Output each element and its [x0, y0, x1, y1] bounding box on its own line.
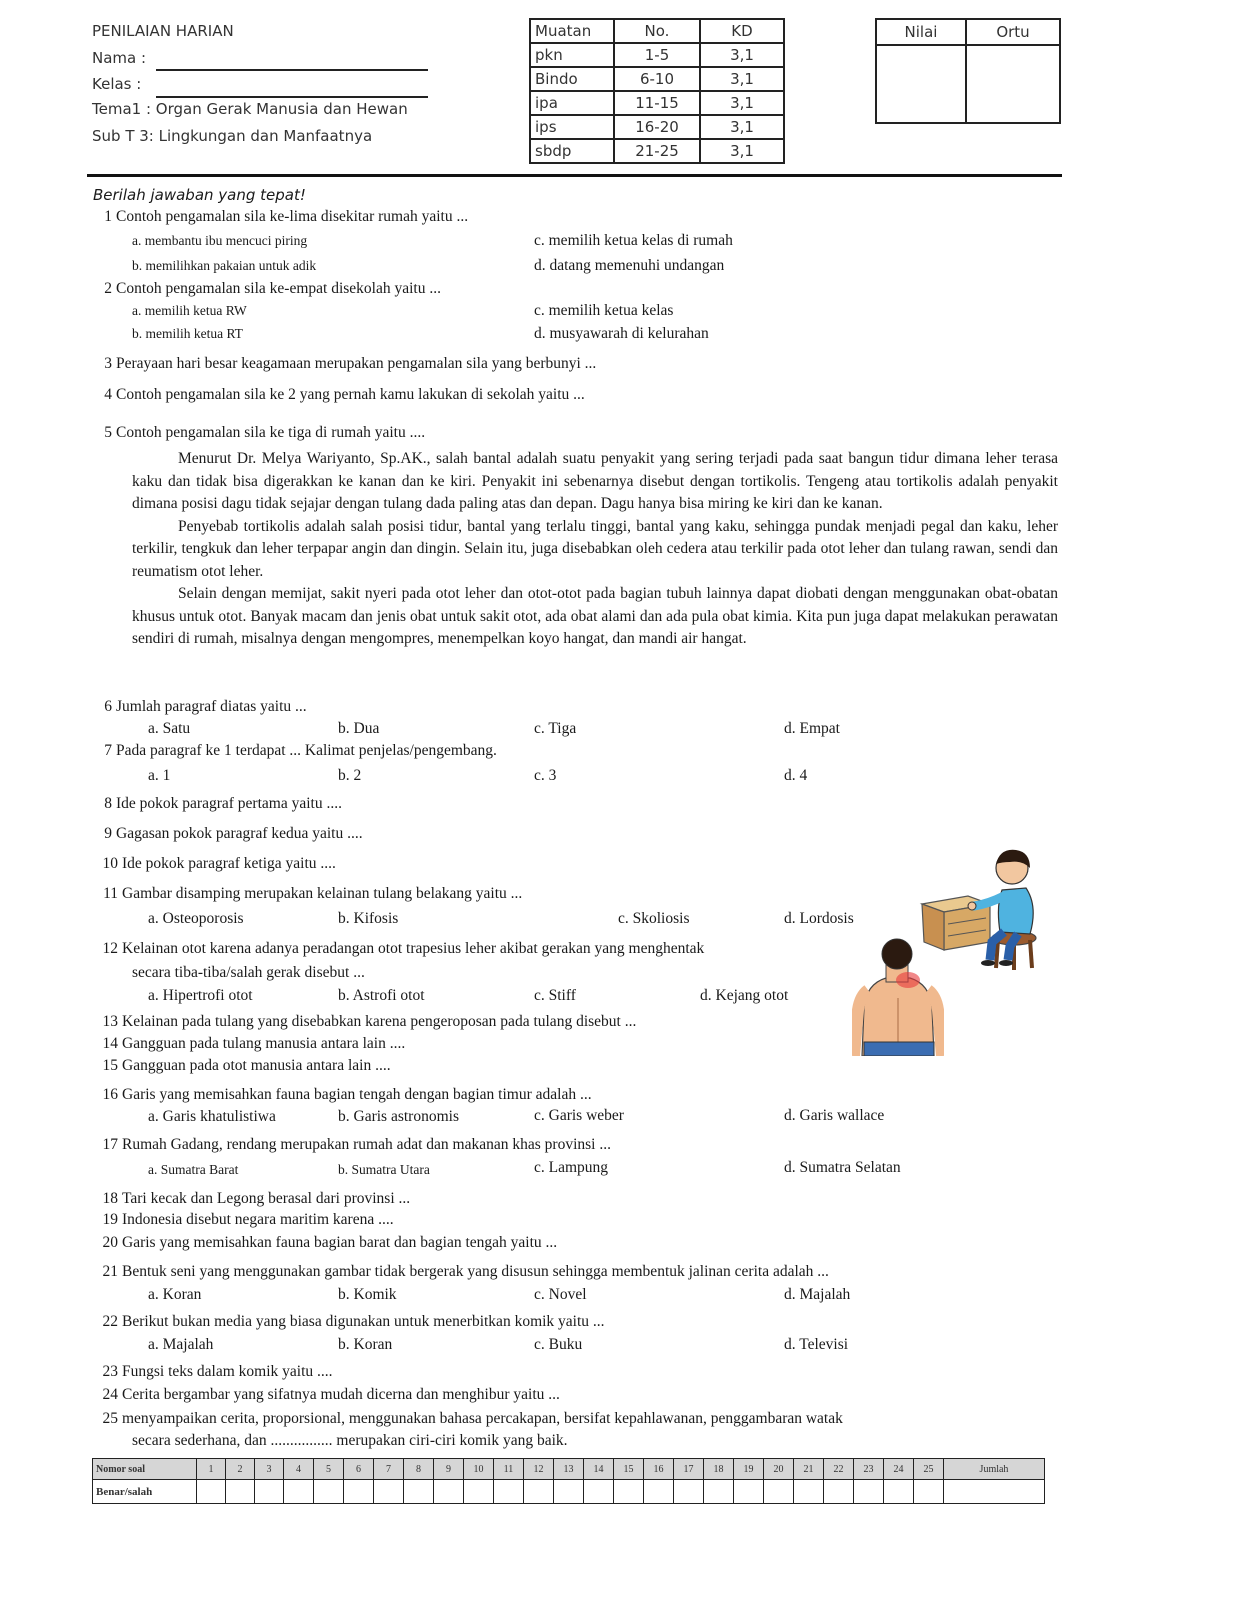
kelas-label: Kelas : [92, 75, 142, 93]
question-9 [96, 825, 363, 843]
question-4 [96, 386, 585, 404]
option-c[interactable]: c. Buku [534, 1336, 583, 1353]
answer-cell[interactable] [197, 1480, 226, 1504]
option-a[interactable]: a. Sumatra Barat [148, 1162, 239, 1177]
question-24 [96, 1386, 560, 1404]
question-5 [96, 424, 425, 442]
answer-cell[interactable] [434, 1480, 464, 1504]
option-d[interactable]: d. 4 [784, 767, 808, 784]
question-number: 24 [102, 1386, 118, 1403]
soal-number: 24 [884, 1459, 914, 1480]
col-muatan: Muatan [530, 19, 614, 43]
question-25-continued: secara sederhana, dan ................ merupakan ciri-ciri komik yang baik. [132, 1432, 568, 1449]
col-kd: KD [700, 19, 784, 43]
question-text: Kelainan pada tulang yang disebabkan karena pengeroposan pada tulang disebut ... [122, 1013, 637, 1030]
question-text: Garis yang memisahkan fauna bagian barat dan bagian tengah yaitu ... [122, 1234, 558, 1251]
answer-cell[interactable] [404, 1480, 434, 1504]
question-text: Contoh pengamalan sila ke-empat disekolah yaitu ... [116, 280, 441, 297]
question-number: 3 [104, 355, 112, 372]
question-number: 1 [104, 208, 112, 225]
option-b[interactable]: b. memilih ketua RT [132, 326, 243, 341]
question-text: Garis yang memisahkan fauna bagian tengah dengan bagian timur adalah ... [122, 1086, 592, 1103]
option-d[interactable]: d. Sumatra Selatan [784, 1159, 901, 1176]
option-d[interactable]: d. Kejang otot [700, 987, 789, 1004]
cell-muatan: pkn [530, 43, 614, 67]
cell-no: 11-15 [614, 91, 700, 115]
cell-no: 6-10 [614, 67, 700, 91]
table-row [530, 139, 784, 163]
table-row [530, 115, 784, 139]
option-b[interactable]: b. 2 [338, 767, 362, 784]
question-text: Cerita bergambar yang sifatnya mudah dicerna dan menghibur yaitu ... [122, 1386, 560, 1403]
answer-cell[interactable] [554, 1480, 584, 1504]
question-number: 21 [102, 1263, 118, 1280]
option-d[interactable]: d. datang memenuhi undangan [534, 257, 725, 274]
cell-kd: 3,1 [700, 139, 784, 163]
option-b[interactable]: b. Komik [338, 1286, 397, 1303]
soal-number: 15 [614, 1459, 644, 1480]
question-number: 25 [102, 1410, 118, 1427]
answer-cell[interactable] [914, 1480, 944, 1504]
instruction: Berilah jawaban yang tepat! [93, 186, 306, 204]
answer-cell[interactable] [314, 1480, 344, 1504]
answer-cell[interactable] [794, 1480, 824, 1504]
reading-passage [132, 448, 1058, 651]
option-c[interactable]: c. memilih ketua kelas [534, 302, 674, 319]
soal-number: 25 [914, 1459, 944, 1480]
option-b[interactable]: b. Sumatra Utara [338, 1162, 430, 1177]
question-text: Gagasan pokok paragraf kedua yaitu .... [116, 825, 363, 842]
question-text: Bentuk seni yang menggunakan gambar tidak bergerak yang disusun sehingga membentuk jalinan cerita adalah ... [122, 1263, 829, 1280]
soal-number: 17 [674, 1459, 704, 1480]
answer-cell[interactable] [704, 1480, 734, 1504]
option-c[interactable]: c. Garis weber [534, 1107, 624, 1124]
question-text: Gambar disamping merupakan kelainan tulang belakang yaitu ... [122, 885, 523, 902]
question-number: 5 [104, 424, 112, 441]
question-number: 4 [104, 386, 112, 403]
question-number: 17 [102, 1136, 118, 1153]
option-b[interactable]: b. Dua [338, 720, 380, 737]
nama-field-line[interactable] [156, 69, 428, 71]
question-number: 10 [102, 855, 118, 872]
cell-muatan: sbdp [530, 139, 614, 163]
question-text: Gangguan pada tulang manusia antara lain .... [122, 1035, 406, 1052]
table-row [530, 91, 784, 115]
question-10 [96, 855, 336, 873]
jumlah-cell[interactable] [944, 1480, 1045, 1504]
cell-no: 21-25 [614, 139, 700, 163]
soal-number: 8 [404, 1459, 434, 1480]
cell-muatan: ips [530, 115, 614, 139]
question-23 [96, 1363, 333, 1381]
question-22 [96, 1313, 605, 1331]
question-20 [96, 1234, 557, 1252]
question-13 [96, 1013, 636, 1031]
soal-number: 2 [226, 1459, 255, 1480]
question-8 [96, 795, 342, 813]
paragraph-3: Selain dengan memijat, sakit nyeri pada otot leher dan otot-otot pada bagian tubuh lainnya dapat diobati dengan menggunakan obat-obatan khusus untuk otot. Banyak macam dan jenis obat untuk sakit otot, ada obat alami dan ada pula obat kimia. Kita pun juga dapat melakukan perawatan sendiri di rumah, misalnya dengan mengompres, menempelkan koyo hangat, dan mandi air hangat. [132, 585, 1058, 647]
answer-cell[interactable] [764, 1480, 794, 1504]
soal-number: 16 [644, 1459, 674, 1480]
soal-number: 13 [554, 1459, 584, 1480]
table-row [530, 43, 784, 67]
option-a[interactable]: a. Satu [148, 720, 191, 737]
option-b[interactable]: b. memilihkan pakaian untuk adik [132, 258, 317, 273]
option-c[interactable]: c. Tiga [534, 720, 577, 737]
option-a[interactable]: a. Koran [148, 1286, 202, 1303]
soal-number: 3 [255, 1459, 284, 1480]
answer-cell[interactable] [284, 1480, 314, 1504]
header-divider [87, 174, 1062, 177]
soal-number: 19 [734, 1459, 764, 1480]
option-a[interactable]: a. membantu ibu mencuci piring [132, 233, 308, 248]
question-text: Ide pokok paragraf ketiga yaitu .... [122, 855, 336, 872]
question-number: 2 [104, 280, 112, 297]
paragraph-2: Penyebab tortikolis adalah salah posisi tidur, bantal yang terlalu tinggi, bantal yang kaku, sehingga pundak menjadi pegal dan kaku, leher terkilir, tengkuk dan leher terpapar angin dan dingin. Selain itu, juga disebabkan oleh cedera atau terkilir pada otot leher dan tulang rawan, sendi dan reumatism otot leher. [132, 517, 1058, 580]
question-1 [96, 208, 468, 226]
cell-kd: 3,1 [700, 91, 784, 115]
question-text: Kelainan otot karena adanya peradangan otot trapesius leher akibat gerakan yang menghentak [122, 940, 705, 957]
cell-muatan: Bindo [530, 67, 614, 91]
question-12 [96, 940, 704, 958]
desk-front [944, 904, 990, 950]
question-text: Indonesia disebut negara maritim karena .... [122, 1211, 394, 1228]
cell-no: 16-20 [614, 115, 700, 139]
question-text: Gangguan pada otot manusia antara lain .... [122, 1057, 391, 1074]
question-text: Ide pokok paragraf pertama yaitu .... [116, 795, 342, 812]
answer-cell[interactable] [854, 1480, 884, 1504]
question-number: 9 [104, 825, 112, 842]
question-text: Tari kecak dan Legong berasal dari provinsi ... [122, 1190, 411, 1207]
score-box [875, 18, 1061, 124]
answer-cell[interactable] [884, 1480, 914, 1504]
option-d[interactable]: d. Empat [784, 720, 840, 737]
col-no: No. [614, 19, 700, 43]
answer-cell[interactable] [734, 1480, 764, 1504]
option-a[interactable]: a. Osteoporosis [148, 910, 244, 927]
question-number: 18 [102, 1190, 118, 1207]
question-number: 15 [102, 1057, 118, 1074]
answer-cell[interactable] [494, 1480, 524, 1504]
answer-cell[interactable] [824, 1480, 854, 1504]
cell-no: 1-5 [614, 43, 700, 67]
question-12-continued: secara tiba-tiba/salah gerak disebut ... [132, 964, 365, 981]
muatan-table-header [530, 19, 784, 43]
question-18 [96, 1190, 410, 1208]
jumlah-label: Jumlah [944, 1459, 1045, 1480]
question-6 [96, 698, 307, 716]
soal-number: 20 [764, 1459, 794, 1480]
option-d[interactable]: d. Televisi [784, 1336, 849, 1353]
question-21 [96, 1263, 829, 1281]
question-25 [96, 1410, 843, 1428]
question-text: Rumah Gadang, rendang merupakan rumah adat dan makanan khas provinsi ... [122, 1136, 611, 1153]
option-b[interactable]: b. Kifosis [338, 910, 399, 927]
pain-spot [896, 972, 920, 988]
option-d[interactable]: d. musyawarah di kelurahan [534, 325, 709, 342]
cell-kd: 3,1 [700, 43, 784, 67]
soal-number: 14 [584, 1459, 614, 1480]
question-text: Jumlah paragraf diatas yaitu ... [116, 698, 307, 715]
option-a[interactable]: a. Garis khatulistiwa [148, 1108, 276, 1125]
option-a[interactable]: a. Majalah [148, 1336, 214, 1353]
option-c[interactable]: c. 3 [534, 767, 557, 784]
soal-number: 5 [314, 1459, 344, 1480]
neck-pain-illustration [852, 938, 944, 1056]
option-a[interactable]: a. Hipertrofi otot [148, 987, 253, 1004]
answer-cell[interactable] [255, 1480, 284, 1504]
subtema-text: Sub T 3: Lingkungan dan Manfaatnya [92, 127, 373, 145]
soal-number: 9 [434, 1459, 464, 1480]
question-number: 11 [103, 885, 118, 902]
option-c[interactable]: c. Novel [534, 1286, 587, 1303]
nomor-soal-label: Nomor soal [93, 1459, 197, 1480]
question-text: Perayaan hari besar keagamaan merupakan pengamalan sila yang berbunyi ... [116, 355, 597, 372]
option-c[interactable]: c. Skoliosis [618, 910, 690, 927]
option-a[interactable]: a. 1 [148, 767, 171, 784]
question-text: Contoh pengamalan sila ke tiga di rumah yaitu .... [116, 424, 426, 441]
question-number: 12 [102, 940, 118, 957]
question-number: 7 [104, 742, 112, 759]
answer-cell[interactable] [674, 1480, 704, 1504]
question-number: 14 [102, 1035, 118, 1052]
question-text: Berikut bukan media yang biasa digunakan untuk menerbitkan komik yaitu ... [122, 1313, 605, 1330]
benar-salah-label: Benar/salah [93, 1480, 197, 1504]
question-number: 8 [104, 795, 112, 812]
kelas-field-line[interactable] [156, 96, 428, 98]
option-d[interactable]: d. Garis wallace [784, 1107, 885, 1124]
question-number: 13 [102, 1013, 118, 1030]
nama-label: Nama : [92, 49, 147, 67]
question-text: Contoh pengamalan sila ke-lima disekitar rumah yaitu ... [116, 208, 469, 225]
option-b[interactable]: b. Garis astronomis [338, 1108, 459, 1125]
question-number: 16 [102, 1086, 118, 1103]
soal-number: 10 [464, 1459, 494, 1480]
answer-table [92, 1458, 1045, 1504]
soal-number: 21 [794, 1459, 824, 1480]
ortu-header: Ortu [966, 19, 1060, 45]
answer-cell[interactable] [226, 1480, 255, 1504]
question-7 [96, 742, 497, 760]
cell-muatan: ipa [530, 91, 614, 115]
question-14 [96, 1035, 405, 1053]
question-number: 6 [104, 698, 112, 715]
question-text: Contoh pengamalan sila ke 2 yang pernah kamu lakukan di sekolah yaitu ... [116, 386, 585, 403]
question-text: Pada paragraf ke 1 terdapat ... Kalimat penjelas/pengembang. [116, 742, 497, 759]
answer-cell[interactable] [584, 1480, 614, 1504]
option-c[interactable]: c. memilih ketua kelas di rumah [534, 232, 733, 249]
soal-number: 23 [854, 1459, 884, 1480]
soal-number: 22 [824, 1459, 854, 1480]
answer-cell[interactable] [344, 1480, 374, 1504]
question-number: 23 [102, 1363, 118, 1380]
soal-number: 7 [374, 1459, 404, 1480]
nilai-header: Nilai [876, 19, 966, 45]
option-c[interactable]: c. Lampung [534, 1159, 609, 1176]
soal-number: 12 [524, 1459, 554, 1480]
question-17 [96, 1136, 611, 1154]
question-11 [96, 885, 522, 903]
question-text: menyampaikan cerita, proporsional, menggunakan bahasa percakapan, bersifat kepahlawanan, penggambaran watak [122, 1410, 843, 1427]
option-c[interactable]: c. Stiff [534, 987, 576, 1004]
cell-kd: 3,1 [700, 67, 784, 91]
question-16 [96, 1086, 592, 1104]
answer-table-row [93, 1480, 1045, 1504]
soal-number: 1 [197, 1459, 226, 1480]
nilai-cell[interactable] [876, 45, 966, 123]
cell-kd: 3,1 [700, 115, 784, 139]
answer-cell[interactable] [464, 1480, 494, 1504]
option-b[interactable]: b. Astrofi otot [338, 987, 425, 1004]
question-19 [96, 1211, 394, 1229]
soal-number: 11 [494, 1459, 524, 1480]
table-row [530, 67, 784, 91]
option-b[interactable]: b. Koran [338, 1336, 393, 1353]
answer-cell[interactable] [614, 1480, 644, 1504]
soal-number: 6 [344, 1459, 374, 1480]
soal-number: 4 [284, 1459, 314, 1480]
question-15 [96, 1057, 391, 1075]
question-text: Fungsi teks dalam komik yaitu .... [122, 1363, 333, 1380]
answer-cell[interactable] [644, 1480, 674, 1504]
muatan-table [529, 18, 785, 164]
answer-table-header [93, 1459, 1045, 1480]
page-title: PENILAIAN HARIAN [92, 22, 234, 40]
option-a[interactable]: a. memilih ketua RW [132, 303, 247, 318]
option-d[interactable]: d. Majalah [784, 1286, 851, 1303]
question-2 [96, 280, 441, 298]
tema-text: Tema1 : Organ Gerak Manusia dan Hewan [92, 100, 408, 118]
question-number: 19 [102, 1211, 118, 1228]
option-d[interactable]: d. Lordosis [784, 910, 854, 927]
soal-number: 18 [704, 1459, 734, 1480]
paragraph-1: Menurut Dr. Melya Wariyanto, Sp.AK., salah bantal adalah suatu penyakit yang sering terjadi pada saat bangun tidur dimana leher terasa kaku dan tidak bisa digerakkan ke kanan dan ke kiri. Penyakit ini sebenarnya disebut dengan tortikolis. Tengeng atau tortikolis adalah penyakit dimana posisi dagu tidak sejajar dengan tulang dada paling atas dan depan. Dagu hanya bisa miring ke kiri dan ke kanan. [132, 450, 1058, 512]
answer-cell[interactable] [374, 1480, 404, 1504]
question-number: 22 [102, 1313, 118, 1330]
ortu-cell[interactable] [966, 45, 1060, 123]
question-number: 20 [102, 1234, 118, 1251]
question-3 [96, 355, 596, 373]
answer-cell[interactable] [524, 1480, 554, 1504]
